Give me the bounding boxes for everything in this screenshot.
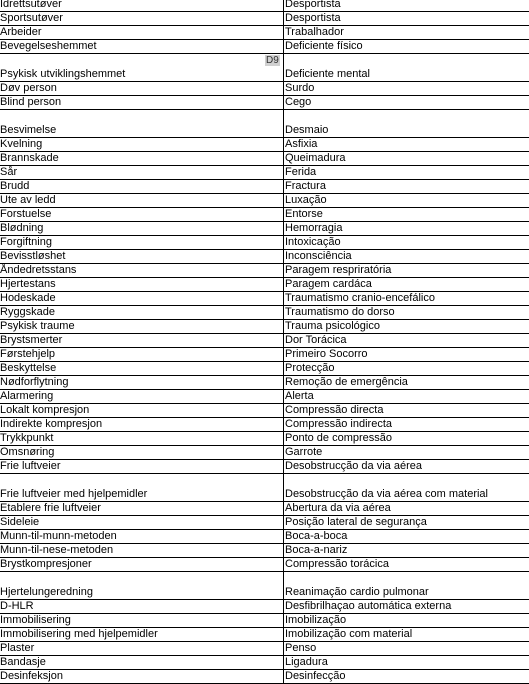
column-divider <box>283 0 284 11</box>
table-row <box>0 278 529 292</box>
table-row <box>0 264 529 278</box>
table-row <box>0 208 529 222</box>
portuguese-term: Paragem respriratória <box>285 264 392 276</box>
norwegian-term: Blødning <box>0 222 44 234</box>
norwegian-term: Frie luftveier med hjelpemidler <box>0 488 148 500</box>
table-row <box>0 502 529 516</box>
column-divider <box>283 404 284 417</box>
portuguese-term: Desobstrucção da via aérea <box>285 460 422 472</box>
column-divider <box>283 306 284 319</box>
table-row <box>0 26 529 40</box>
portuguese-term: Imobilização <box>285 614 347 626</box>
table-row <box>0 250 529 264</box>
column-divider <box>283 26 284 39</box>
norwegian-term: Alarmering <box>0 390 54 402</box>
portuguese-term: Desinfecção <box>285 670 346 682</box>
norwegian-term: Nødforflytning <box>0 376 69 388</box>
norwegian-term: Munn-til-nese-metoden <box>0 544 114 556</box>
table-row <box>0 54 529 82</box>
column-divider <box>283 166 284 179</box>
portuguese-term: Fractura <box>285 180 326 192</box>
column-divider <box>283 40 284 53</box>
norwegian-term: Bevegelseshemmet <box>0 40 97 52</box>
table-row <box>0 96 529 110</box>
column-divider <box>283 530 284 543</box>
norwegian-term: Etablere frie luftveier <box>0 502 101 514</box>
table-row <box>0 152 529 166</box>
portuguese-term: Entorse <box>285 208 323 220</box>
table-row <box>0 82 529 96</box>
portuguese-term: Queimadura <box>285 152 346 164</box>
norwegian-term: Brudd <box>0 180 30 192</box>
table-row <box>0 306 529 320</box>
portuguese-term: Alerta <box>285 390 314 402</box>
table-row <box>0 12 529 26</box>
column-divider <box>283 432 284 445</box>
table-row <box>0 432 529 446</box>
portuguese-term: Abertura da via aérea <box>285 502 391 514</box>
table-row <box>0 558 529 572</box>
norwegian-term: Sår <box>0 166 18 178</box>
norwegian-term: Hjertestans <box>0 278 56 290</box>
portuguese-term: Desportista <box>285 0 341 10</box>
column-divider <box>283 460 284 473</box>
norwegian-term: Forstuelse <box>0 208 52 220</box>
column-divider <box>283 278 284 291</box>
norwegian-term: Desinfeksjon <box>0 670 63 682</box>
table-row <box>0 600 529 614</box>
column-divider <box>283 152 284 165</box>
portuguese-term: Desobstrucção da via aérea com material <box>285 488 488 500</box>
column-divider <box>283 334 284 347</box>
column-divider <box>283 600 284 613</box>
column-divider <box>283 390 284 403</box>
column-divider <box>283 96 284 109</box>
column-divider <box>283 642 284 655</box>
norwegian-term: Ute av ledd <box>0 194 56 206</box>
column-divider <box>283 208 284 221</box>
norwegian-term: Indirekte kompresjon <box>0 418 103 430</box>
norwegian-term: Munn-til-munn-metoden <box>0 530 117 542</box>
norwegian-term: Hodeskade <box>0 292 56 304</box>
norwegian-term: D-HLR <box>0 600 34 612</box>
column-divider <box>283 516 284 529</box>
table-row <box>0 180 529 194</box>
column-divider <box>283 110 284 137</box>
table-row <box>0 222 529 236</box>
norwegian-term: Hjertelungeredning <box>0 586 93 598</box>
table-row <box>0 418 529 432</box>
portuguese-term: Compressão torácica <box>285 558 389 570</box>
norwegian-term: Lokalt kompresjon <box>0 404 90 416</box>
norwegian-term: Trykkpunkt <box>0 432 54 444</box>
column-divider <box>283 572 284 599</box>
table-row <box>0 628 529 642</box>
norwegian-term: Besvimelse <box>0 124 57 136</box>
norwegian-term: Bandasje <box>0 656 46 668</box>
column-divider <box>283 446 284 459</box>
norwegian-term: Sportsutøver <box>0 12 63 24</box>
table-row <box>0 334 529 348</box>
portuguese-term: Deficiente mental <box>285 68 370 80</box>
column-divider <box>283 614 284 627</box>
table-row <box>0 320 529 334</box>
portuguese-term: Imobilização com material <box>285 628 413 640</box>
table-row <box>0 362 529 376</box>
portuguese-term: Traumatismo cranio-encefálico <box>285 292 435 304</box>
column-divider <box>283 12 284 25</box>
column-divider <box>283 250 284 263</box>
table-row <box>0 516 529 530</box>
table-row <box>0 460 529 474</box>
portuguese-term: Inconsciência <box>285 250 352 262</box>
norwegian-term: Immobilisering med hjelpemidler <box>0 628 158 640</box>
table-row <box>0 572 529 600</box>
portuguese-term: Compressão directa <box>285 404 384 416</box>
column-divider <box>283 502 284 515</box>
column-divider <box>283 54 284 81</box>
cell-reference-tag: D9 <box>266 55 279 66</box>
portuguese-term: Intoxicação <box>285 236 341 248</box>
column-divider <box>283 670 284 683</box>
table-row <box>0 446 529 460</box>
portuguese-term: Paragem cardáca <box>285 278 372 290</box>
column-divider <box>283 544 284 557</box>
column-divider <box>283 180 284 193</box>
table-row <box>0 236 529 250</box>
portuguese-term: Boca-a-boca <box>285 530 348 542</box>
portuguese-term: Primeiro Socorro <box>285 348 368 360</box>
table-row <box>0 530 529 544</box>
norwegian-term: Omsnøring <box>0 446 55 458</box>
norwegian-term: Forgiftning <box>0 236 52 248</box>
portuguese-term: Desmaio <box>285 124 329 136</box>
table-row <box>0 670 529 684</box>
column-divider <box>283 236 284 249</box>
portuguese-term: Remoção de emergência <box>285 376 408 388</box>
portuguese-term: Garrote <box>285 446 323 458</box>
column-divider <box>283 474 284 501</box>
table-row <box>0 110 529 138</box>
portuguese-term: Ferida <box>285 166 317 178</box>
portuguese-term: Trauma psicológico <box>285 320 380 332</box>
portuguese-term: Ponto de compressão <box>285 432 393 444</box>
portuguese-term: Cego <box>285 96 312 108</box>
portuguese-term: Trabalhador <box>285 26 344 38</box>
column-divider <box>283 264 284 277</box>
norwegian-term: Brystkompresjoner <box>0 558 92 570</box>
portuguese-term: Ligadura <box>285 656 328 668</box>
norwegian-term: Immobilisering <box>0 614 71 626</box>
table-row <box>0 0 529 12</box>
column-divider <box>283 348 284 361</box>
table-row <box>0 642 529 656</box>
table-row <box>0 474 529 502</box>
table-row <box>0 404 529 418</box>
column-divider <box>283 82 284 95</box>
table-row <box>0 390 529 404</box>
portuguese-term: Luxação <box>285 194 327 206</box>
portuguese-term: Traumatismo do dorso <box>285 306 395 318</box>
portuguese-term: Deficiente físico <box>285 40 363 52</box>
norwegian-term: Blind person <box>0 96 62 108</box>
column-divider <box>283 292 284 305</box>
norwegian-term: Brannskade <box>0 152 59 164</box>
table-row <box>0 40 529 54</box>
norwegian-term: Arbeider <box>0 26 42 38</box>
portuguese-term: Dor Torácica <box>285 334 347 346</box>
norwegian-term: Sideleie <box>0 516 40 528</box>
portuguese-term: Protecção <box>285 362 335 374</box>
norwegian-term: Psykisk traume <box>0 320 75 332</box>
portuguese-term: Asfixia <box>285 138 318 150</box>
portuguese-term: Penso <box>285 642 317 654</box>
column-divider <box>283 138 284 151</box>
norwegian-term: Brystsmerter <box>0 334 63 346</box>
norwegian-term: Frie luftveier <box>0 460 61 472</box>
norwegian-term: Døv person <box>0 82 57 94</box>
portuguese-term: Reanimação cardio pulmonar <box>285 586 429 598</box>
norwegian-term: Plaster <box>0 642 35 654</box>
table-row <box>0 348 529 362</box>
norwegian-term: Bevisstløshet <box>0 250 66 262</box>
column-divider <box>283 362 284 375</box>
column-divider <box>283 418 284 431</box>
norwegian-term: Idrettsutøver <box>0 0 62 10</box>
portuguese-term: Compressão indirecta <box>285 418 392 430</box>
table-row <box>0 166 529 180</box>
portuguese-term: Surdo <box>285 82 315 94</box>
norwegian-term: Førstehjelp <box>0 348 56 360</box>
norwegian-term: Psykisk utviklingshemmet <box>0 68 126 80</box>
norwegian-term: Kvelning <box>0 138 43 150</box>
column-divider <box>283 558 284 571</box>
portuguese-term: Desportista <box>285 12 341 24</box>
table-row <box>0 656 529 670</box>
table-row <box>0 194 529 208</box>
portuguese-term: Posição lateral de segurança <box>285 516 427 528</box>
table-row <box>0 138 529 152</box>
norwegian-term: Åndedretsstans <box>0 264 77 276</box>
table-row <box>0 376 529 390</box>
column-divider <box>283 222 284 235</box>
portuguese-term: Hemorragia <box>285 222 343 234</box>
table-row <box>0 292 529 306</box>
norwegian-term: Beskyttelse <box>0 362 57 374</box>
table-row <box>0 544 529 558</box>
column-divider <box>283 194 284 207</box>
norwegian-term: Ryggskade <box>0 306 56 318</box>
column-divider <box>283 320 284 333</box>
portuguese-term: Desfibrilhaçao automática externa <box>285 600 452 612</box>
column-divider <box>283 376 284 389</box>
column-divider <box>283 656 284 669</box>
column-divider <box>283 628 284 641</box>
table-row <box>0 614 529 628</box>
portuguese-term: Boca-a-nariz <box>285 544 348 556</box>
